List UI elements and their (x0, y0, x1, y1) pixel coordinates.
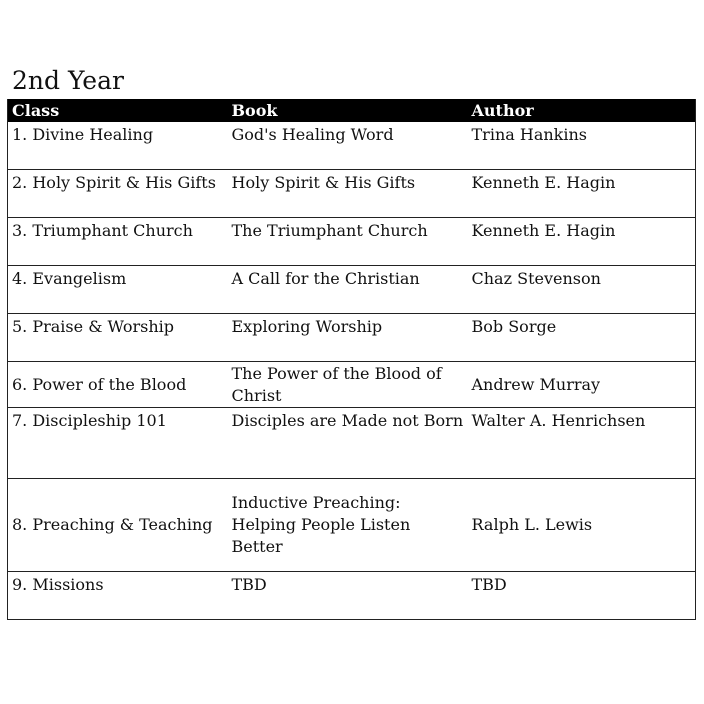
class-cell: 8. Preaching & Teaching (8, 479, 228, 572)
book-cell: Inductive Preaching: Helping People Listen Better (228, 479, 468, 572)
class-table (7, 99, 696, 620)
table-row (8, 408, 696, 479)
class-cell: 7. Discipleship 101 (8, 408, 228, 479)
table-row (8, 218, 696, 266)
author-cell: Trina Hankins (468, 122, 696, 170)
class-cell: 9. Missions (8, 572, 228, 620)
table-row (8, 122, 696, 170)
table-row (8, 362, 696, 408)
class-cell: 4. Evangelism (8, 266, 228, 314)
column-header-class: Class (8, 99, 228, 122)
book-cell: TBD (228, 572, 468, 620)
book-cell: Exploring Worship (228, 314, 468, 362)
class-cell: 1. Divine Healing (8, 122, 228, 170)
table-row (8, 266, 696, 314)
table-row (8, 572, 696, 620)
author-cell: Walter A. Henrichsen (468, 408, 696, 479)
table-header-row (8, 99, 696, 122)
author-cell: Kenneth E. Hagin (468, 218, 696, 266)
table-row (8, 479, 696, 572)
table-row (8, 314, 696, 362)
page-title: 2nd Year (12, 66, 124, 95)
author-cell: Chaz Stevenson (468, 266, 696, 314)
book-cell: God's Healing Word (228, 122, 468, 170)
class-cell: 2. Holy Spirit & His Gifts (8, 170, 228, 218)
column-header-author: Author (468, 99, 696, 122)
book-cell: Holy Spirit & His Gifts (228, 170, 468, 218)
book-cell: The Triumphant Church (228, 218, 468, 266)
author-cell: TBD (468, 572, 696, 620)
author-cell: Ralph L. Lewis (468, 479, 696, 572)
book-cell: Disciples are Made not Born (228, 408, 468, 479)
table-row (8, 170, 696, 218)
column-header-book: Book (228, 99, 468, 122)
author-cell: Kenneth E. Hagin (468, 170, 696, 218)
author-cell: Bob Sorge (468, 314, 696, 362)
class-cell: 5. Praise & Worship (8, 314, 228, 362)
class-cell: 3. Triumphant Church (8, 218, 228, 266)
book-cell: A Call for the Christian (228, 266, 468, 314)
class-cell: 6. Power of the Blood (8, 362, 228, 408)
book-cell: The Power of the Blood of Christ (228, 362, 468, 408)
author-cell: Andrew Murray (468, 362, 696, 408)
